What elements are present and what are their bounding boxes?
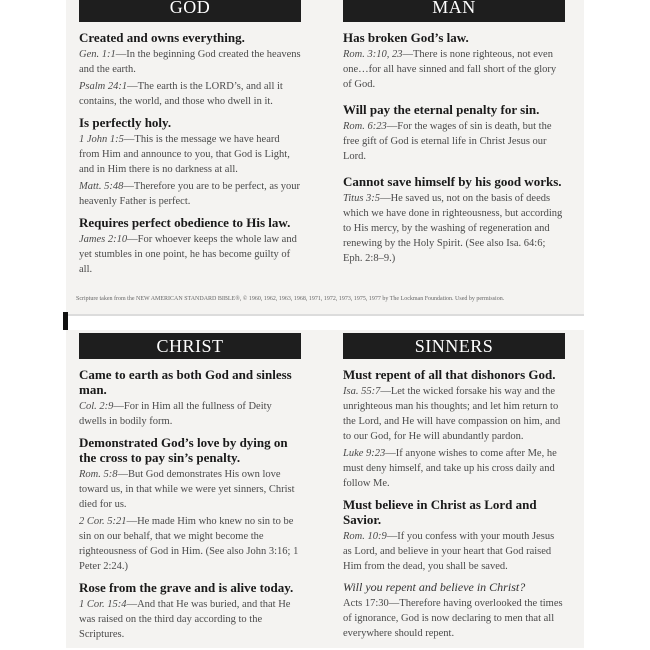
- verse: [343, 529, 565, 574]
- verse-text: —But God demonstrates His own love toward us, in that while we were yet sinners, Christ died for us.: [79, 469, 295, 510]
- verse: [79, 179, 301, 209]
- section-heading: Must believe in Christ as Lord and Savior.: [343, 497, 537, 527]
- section-heading: Demonstrated God’s love by dying on the cross to pay sin’s penalty.: [79, 435, 288, 465]
- verse-text: —Therefore you are to be perfect, as your heavenly Father is perfect.: [79, 181, 300, 207]
- verse-ref: Gen. 1:1: [79, 49, 116, 60]
- christ-section-2: [79, 435, 301, 574]
- section-heading: Cannot save himself by his good works.: [343, 174, 562, 189]
- christ-section-3: [79, 580, 301, 642]
- verse: [343, 47, 565, 92]
- closing-question: Will you repent and believe in Christ?: [343, 580, 526, 594]
- verse-ref: Luke 9:23: [343, 448, 386, 459]
- verse-ref: James 2:10: [79, 234, 128, 245]
- verse-text: —For the wages of sin is death, but the free gift of God is eternal life in Christ Jesus our Lord.: [343, 121, 552, 162]
- verse: [79, 132, 301, 177]
- section-heading: Must repent of all that dishonors God.: [343, 367, 556, 382]
- section-heading: Rose from the grave and is alive today.: [79, 580, 294, 595]
- god-section-2: [79, 115, 301, 209]
- section-heading: Will pay the eternal penalty for sin.: [343, 102, 540, 117]
- edge-mark: [63, 312, 68, 330]
- god-column: [79, 0, 301, 283]
- verse-ref: 1 Cor. 15:4: [79, 599, 127, 610]
- verse-text: —Let the wicked forsake his way and the unrighteous man his thoughts; and let him return to the Lord, and He will have compassion on him, and to our God, for He will abundantly pardon.: [343, 386, 561, 442]
- verse-ref: Rom. 3:10, 23: [343, 49, 403, 60]
- verse-ref: Col. 2:9: [79, 401, 114, 412]
- section-heading: Created and owns everything.: [79, 30, 245, 45]
- verse: [343, 119, 565, 164]
- verse: [79, 467, 301, 512]
- card-divider: [66, 314, 584, 316]
- verse-text: —And that He was buried, and that He was raised on the third day according to the Scriptures.: [79, 599, 291, 640]
- god-header: GOD: [79, 0, 301, 22]
- sinners-section-2: [343, 497, 565, 574]
- verse: [79, 79, 301, 109]
- man-section-3: [343, 174, 565, 266]
- verse-text: —He made Him who knew no sin to be sin on our behalf, that we might become the righteousness of God in Him. (See also John 3:16; 1 Peter 2:24.): [79, 516, 299, 572]
- verse: [343, 384, 565, 444]
- christ-column: [79, 333, 301, 648]
- section-heading: Came to earth as both God and sinless man.: [79, 367, 292, 397]
- verse-ref: Rom. 5:8: [79, 469, 118, 480]
- verse: [79, 514, 301, 574]
- man-section-1: [343, 30, 565, 92]
- verse: [343, 446, 565, 491]
- man-section-2: [343, 102, 565, 164]
- verse-ref: Rom. 10:9: [343, 531, 387, 542]
- god-section-3: [79, 215, 301, 277]
- verse: [343, 596, 565, 641]
- sinners-header: SINNERS: [343, 333, 565, 359]
- section-heading: Requires perfect obedience to His law.: [79, 215, 291, 230]
- verse: [79, 47, 301, 77]
- verse-ref: Titus 3:5: [343, 193, 381, 204]
- sinners-section-1: [343, 367, 565, 491]
- verse: [343, 191, 565, 266]
- sinners-column: [343, 333, 565, 647]
- verse-ref: Acts 17:30: [343, 598, 389, 609]
- verse-ref: Rom. 6:23: [343, 121, 387, 132]
- verse-ref: 2 Cor. 5:21: [79, 516, 127, 527]
- verse-text: —Therefore having overlooked the times of ignorance, God is now declaring to men that all everywhere should repent.: [343, 598, 563, 639]
- man-column: [343, 0, 565, 272]
- verse-text: —This is the message we have heard from Him and announce to you, that God is Light, and in Him there is no darkness at all.: [79, 134, 290, 175]
- verse-ref: Matt. 5:48: [79, 181, 124, 192]
- verse: [79, 232, 301, 277]
- verse-ref: Isa. 55:7: [343, 386, 381, 397]
- verse-text: —The earth is the LORD’s, and all it contains, the world, and those who dwell in it.: [79, 81, 283, 107]
- verse-text: —If you confess with your mouth Jesus as Lord, and believe in your heart that God raised Him from the dead, you shall be saved.: [343, 531, 555, 572]
- section-heading: Is perfectly holy.: [79, 115, 172, 130]
- verse: [79, 399, 301, 429]
- christ-header: CHRIST: [79, 333, 301, 359]
- verse-text: —For in Him all the fullness of Deity dwells in bodily form.: [79, 401, 272, 427]
- copyright-notice: Scripture taken from the NEW AMERICAN STANDARD BIBLE®, © 1960, 1962, 1963, 1968, 1971, 1972, 1973, 1975, 1977 by The Lockman Foundation. Used by permission.: [76, 296, 505, 302]
- verse-ref: Psalm 24:1: [79, 81, 128, 92]
- verse-text: —If anyone wishes to come after Me, he must deny himself, and take up his cross daily and follow Me.: [343, 448, 557, 489]
- man-header: MAN: [343, 0, 565, 22]
- sinners-closing: [343, 580, 565, 641]
- verse-ref: 1 John 1:5: [79, 134, 124, 145]
- christ-section-1: [79, 367, 301, 429]
- verse-text: —In the beginning God created the heavens and the earth.: [79, 49, 301, 75]
- section-heading: Has broken God’s law.: [343, 30, 469, 45]
- verse-text: —He saved us, not on the basis of deeds which we have done in righteousness, but according to His mercy, by the washing of regeneration and renewing by the Holy Spirit. (See also Isa. 64:6; Eph. 2:8–9.): [343, 193, 563, 264]
- verse: [79, 597, 301, 642]
- verse-text: —There is none righteous, not even one…for all have sinned and fall short of the glory of God.: [343, 49, 557, 90]
- verse-text: —For whoever keeps the whole law and yet stumbles in one point, he has become guilty of all.: [79, 234, 297, 275]
- god-section-1: [79, 30, 301, 109]
